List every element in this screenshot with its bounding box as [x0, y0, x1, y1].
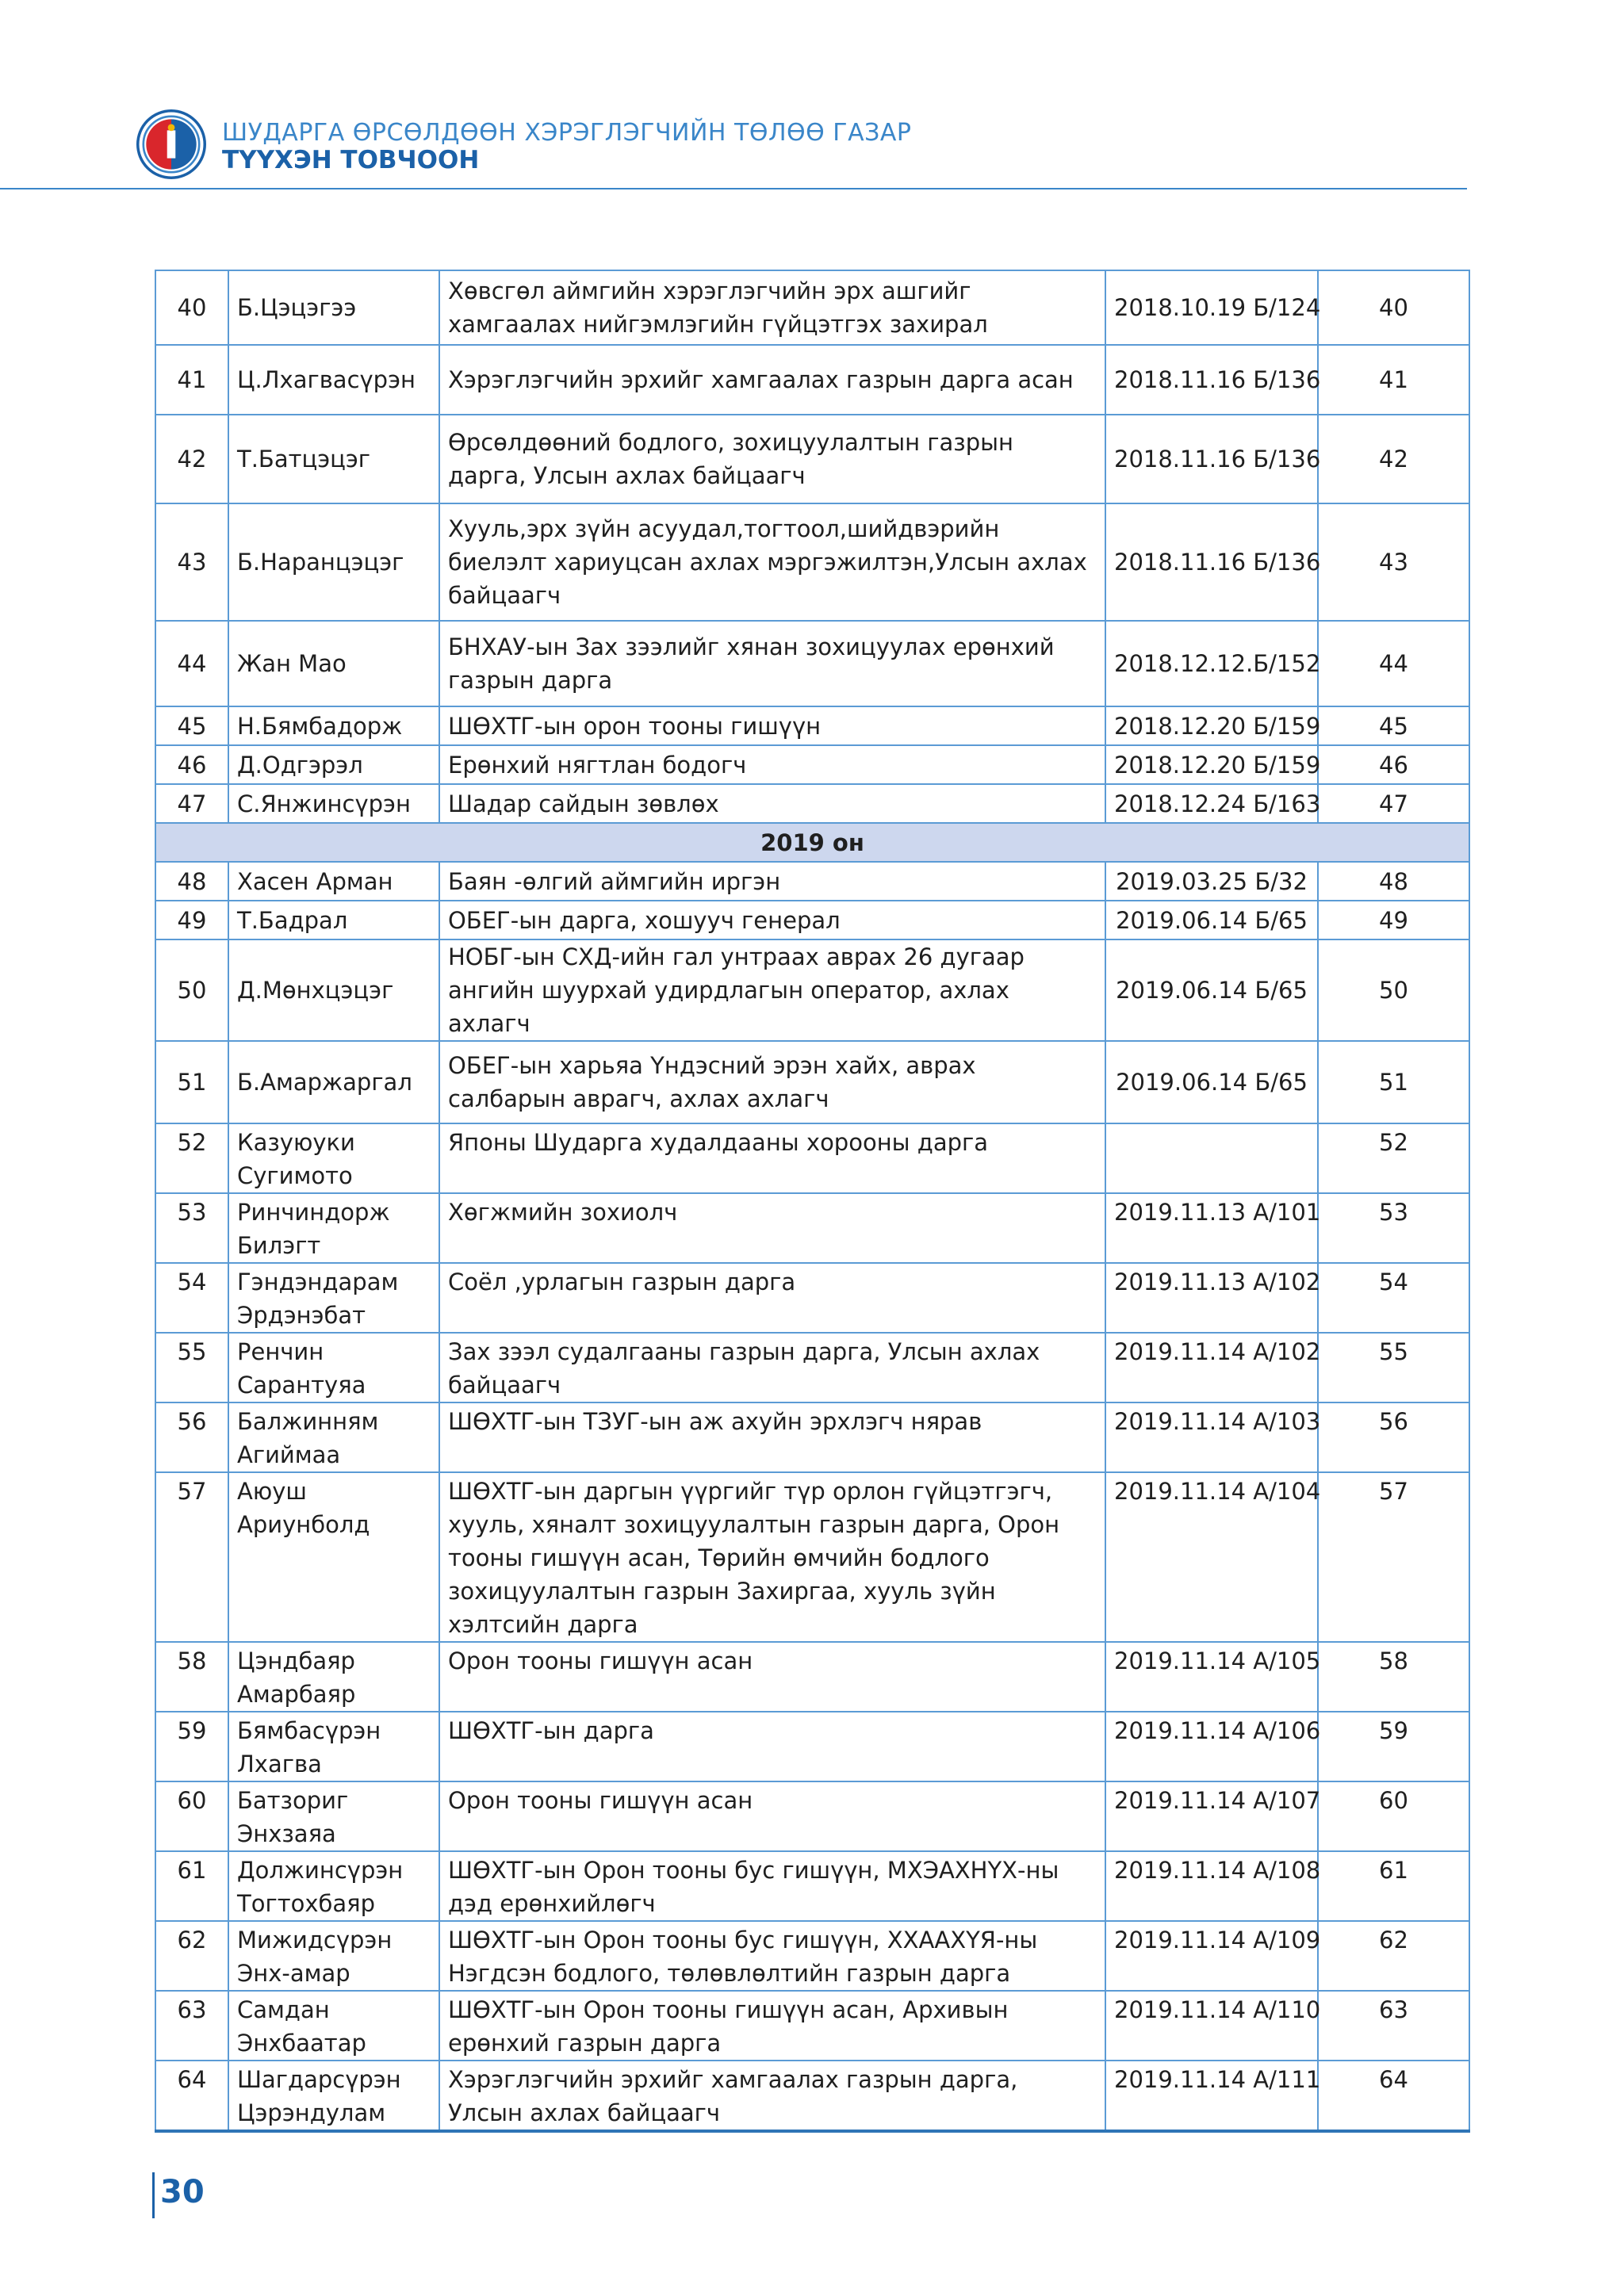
order-date: 2019.11.14 А/104	[1105, 1472, 1318, 1642]
given-name: Балжинням	[237, 1408, 379, 1435]
page-ref: 60	[1318, 1781, 1469, 1851]
family-name: Сугимото	[237, 1162, 353, 1189]
family-name: Тогтохбаяр	[237, 1890, 375, 1917]
order-date: 2018.12.24 Б/163	[1105, 784, 1318, 823]
person-name-cell	[228, 1193, 439, 1263]
given-name: Казуюуки	[237, 1129, 355, 1156]
table-row	[155, 270, 1469, 345]
position-description: Хэрэглэгчийн эрхийг хамгаалах газрын дарга асан	[439, 345, 1105, 415]
order-date: 2019.11.13 А/101	[1105, 1193, 1318, 1263]
order-date: 2019.11.14 А/105	[1105, 1642, 1318, 1712]
position-description: Орон тооны гишүүн асан	[439, 1642, 1105, 1712]
family-name: Лхагва	[237, 1751, 322, 1777]
table-row	[155, 1921, 1469, 1991]
page-ref: 52	[1318, 1123, 1469, 1193]
page-ref: 41	[1318, 345, 1469, 415]
given-name: Цэндбаяр	[237, 1647, 355, 1674]
row-number: 53	[155, 1193, 228, 1263]
order-date: 2018.11.16 Б/136	[1105, 503, 1318, 621]
person-name: Н.Бямбадорж	[228, 706, 439, 745]
table-row	[155, 2061, 1469, 2131]
order-date: 2018.12.20 Б/159	[1105, 706, 1318, 745]
person-name-cell	[228, 1642, 439, 1712]
row-number: 45	[155, 706, 228, 745]
table-row	[155, 745, 1469, 784]
family-name: Эрдэнэбат	[237, 1302, 366, 1329]
page-ref: 62	[1318, 1921, 1469, 1991]
position-description: Хууль,эрх зүйн асуудал,тогтоол,шийдвэрийн биелэлт хариуцсан ахлах мэргэжилтэн,Улсын ахлах байцаагч	[439, 503, 1105, 621]
row-number: 43	[155, 503, 228, 621]
table-row	[155, 1712, 1469, 1781]
page-ref: 55	[1318, 1333, 1469, 1402]
given-name: Ренчин	[237, 1338, 324, 1365]
year-label: 2019 он	[155, 823, 1469, 862]
person-name: Б.Наранцэцэг	[228, 503, 439, 621]
agency-emblem-icon	[136, 109, 206, 179]
person-name-cell	[228, 1472, 439, 1642]
awards-table	[155, 270, 1470, 2133]
row-number: 63	[155, 1991, 228, 2061]
page-ref: 40	[1318, 270, 1469, 345]
position-description: ШӨХТГ-ын Орон тооны бус гишүүн, МХЭАХНҮХ-ны дэд ерөнхийлөгч	[439, 1851, 1105, 1921]
table-row	[155, 1781, 1469, 1851]
person-name-cell	[228, 1991, 439, 2061]
table-row	[155, 1472, 1469, 1642]
order-date: 2019.11.14 А/110	[1105, 1991, 1318, 2061]
page-ref: 45	[1318, 706, 1469, 745]
position-description: ШӨХТГ-ын дарга	[439, 1712, 1105, 1781]
position-description: ШӨХТГ-ын орон тооны гишүүн	[439, 706, 1105, 745]
row-number: 48	[155, 862, 228, 901]
row-number: 57	[155, 1472, 228, 1642]
position-description: Хөгжмийн зохиолч	[439, 1193, 1105, 1263]
family-name: Цэрэндулам	[237, 2099, 386, 2126]
order-date: 2018.11.16 Б/136	[1105, 415, 1318, 503]
row-number: 61	[155, 1851, 228, 1921]
table-row	[155, 621, 1469, 706]
order-date: 2019.06.14 Б/65	[1105, 1041, 1318, 1123]
page-ref: 42	[1318, 415, 1469, 503]
page-ref: 61	[1318, 1851, 1469, 1921]
row-number: 62	[155, 1921, 228, 1991]
row-number: 55	[155, 1333, 228, 1402]
position-description: Баян -өлгий аймгийн иргэн	[439, 862, 1105, 901]
page-header	[0, 0, 1624, 198]
order-date: 2019.11.14 А/103	[1105, 1402, 1318, 1472]
order-date: 2018.12.12.Б/152	[1105, 621, 1318, 706]
position-description: ШӨХТГ-ын Орон тооны гишүүн асан, Архивын ерөнхий газрын дарга	[439, 1991, 1105, 2061]
row-number: 64	[155, 2061, 228, 2131]
person-name: Б.Амаржаргал	[228, 1041, 439, 1123]
person-name-cell	[228, 1921, 439, 1991]
person-name: Д.Мөнхцэцэг	[228, 939, 439, 1041]
person-name-cell	[228, 2061, 439, 2131]
position-description: Өрсөлдөөний бодлого, зохицуулалтын газрын дарга, Улсын ахлах байцаагч	[439, 415, 1105, 503]
position-description: Соёл ,урлагын газрын дарга	[439, 1263, 1105, 1333]
person-name: Д.Одгэрэл	[228, 745, 439, 784]
order-date: 2018.10.19 Б/124	[1105, 270, 1318, 345]
page-ref: 56	[1318, 1402, 1469, 1472]
family-name: Агиймаа	[237, 1441, 341, 1468]
page-ref: 63	[1318, 1991, 1469, 2061]
given-name: Самдан	[237, 1996, 330, 2023]
row-number: 59	[155, 1712, 228, 1781]
person-name-cell	[228, 1781, 439, 1851]
row-number: 50	[155, 939, 228, 1041]
given-name: Шагдарсүрэн	[237, 2066, 401, 2093]
person-name-cell	[228, 1851, 439, 1921]
page-ref: 46	[1318, 745, 1469, 784]
order-date: 2019.06.14 Б/65	[1105, 939, 1318, 1041]
page-number: 30	[160, 2174, 205, 2210]
order-date: 2019.11.14 А/109	[1105, 1921, 1318, 1991]
family-name: Энх-амар	[237, 1960, 350, 1987]
position-description: БНХАУ-ын Зах зээлийг хянан зохицуулах ерөнхий газрын дарга	[439, 621, 1105, 706]
position-description: Зах зээл судалгааны газрын дарга, Улсын ахлах байцаагч	[439, 1333, 1105, 1402]
table-row	[155, 939, 1469, 1041]
table-row	[155, 1193, 1469, 1263]
table-row	[155, 1123, 1469, 1193]
given-name: Аюуш	[237, 1478, 307, 1505]
page-ref: 43	[1318, 503, 1469, 621]
table-row	[155, 1851, 1469, 1921]
person-name: Т.Батцэцэг	[228, 415, 439, 503]
page-ref: 64	[1318, 2061, 1469, 2131]
position-description: Хэрэглэгчийн эрхийг хамгаалах газрын дарга, Улсын ахлах байцаагч	[439, 2061, 1105, 2131]
row-number: 54	[155, 1263, 228, 1333]
position-description: НОБГ-ын СХД-ийн гал унтраах аврах 26 дугаар ангийн шуурхай удирдлагын оператор, ахлах ахлагч	[439, 939, 1105, 1041]
position-description: ШӨХТГ-ын даргын үүргийг түр орлон гүйцэтгэгч, хууль, хяналт зохицуулалтын газрын дарга, Орон тооны гишүүн асан, Төрийн өмчийн бодлого зохицуулалтын газрын Захиргаа, хууль зүйн хэлтсийн дарга	[439, 1472, 1105, 1642]
position-description: Ерөнхий нягтлан бодогч	[439, 745, 1105, 784]
position-description: ОБЕГ-ын дарга, хошууч генерал	[439, 901, 1105, 939]
table-row	[155, 706, 1469, 745]
row-number: 49	[155, 901, 228, 939]
position-description: ОБЕГ-ын харьяа Үндэсний эрэн хайх, аврах салбарын аврагч, ахлах ахлагч	[439, 1041, 1105, 1123]
given-name: Мижидсүрэн	[237, 1927, 393, 1954]
table-row	[155, 862, 1469, 901]
order-date: 2018.12.20 Б/159	[1105, 745, 1318, 784]
organization-name: ШУДАРГА ӨРСӨЛДӨӨН ХЭРЭГЛЭГЧИЙН ТӨЛӨӨ ГАЗАР	[222, 119, 912, 147]
position-description: Орон тооны гишүүн асан	[439, 1781, 1105, 1851]
order-date: 2019.11.14 А/108	[1105, 1851, 1318, 1921]
order-date: 2019.11.14 А/107	[1105, 1781, 1318, 1851]
row-number: 40	[155, 270, 228, 345]
document-subtitle: ТҮҮХЭН ТОВЧООН	[222, 146, 480, 174]
person-name: Жан Мао	[228, 621, 439, 706]
page-ref: 49	[1318, 901, 1469, 939]
page-ref: 53	[1318, 1193, 1469, 1263]
order-date: 2019.11.13 А/102	[1105, 1263, 1318, 1333]
person-name-cell	[228, 1123, 439, 1193]
order-date: 2019.06.14 Б/65	[1105, 901, 1318, 939]
row-number: 41	[155, 345, 228, 415]
person-name: С.Янжинсүрэн	[228, 784, 439, 823]
position-description: Шадар сайдын зөвлөх	[439, 784, 1105, 823]
family-name: Ариунболд	[237, 1511, 370, 1538]
position-description: ШӨХТГ-ын ТЗУГ-ын аж ахуйн эрхлэгч нярав	[439, 1402, 1105, 1472]
position-description: Японы Шударга худалдааны хорооны дарга	[439, 1123, 1105, 1193]
table-row	[155, 415, 1469, 503]
page-ref: 47	[1318, 784, 1469, 823]
row-number: 51	[155, 1041, 228, 1123]
person-name-cell	[228, 1402, 439, 1472]
table-row	[155, 503, 1469, 621]
person-name-cell	[228, 1333, 439, 1402]
given-name: Батзориг	[237, 1787, 349, 1814]
year-section-header	[155, 823, 1469, 862]
order-date: 2019.11.14 А/102	[1105, 1333, 1318, 1402]
order-date	[1105, 1123, 1318, 1193]
page-number-bar	[152, 2172, 155, 2218]
person-name-cell	[228, 1263, 439, 1333]
table-row	[155, 1991, 1469, 2061]
table-row	[155, 1402, 1469, 1472]
family-name: Энхбаатар	[237, 2030, 366, 2057]
person-name: Б.Цэцэгээ	[228, 270, 439, 345]
family-name: Сарантуяа	[237, 1372, 366, 1399]
person-name: Т.Бадрал	[228, 901, 439, 939]
given-name: Гэндэндарам	[237, 1269, 399, 1295]
page-ref: 44	[1318, 621, 1469, 706]
table-row	[155, 345, 1469, 415]
table-row	[155, 1333, 1469, 1402]
row-number: 52	[155, 1123, 228, 1193]
order-date: 2018.11.16 Б/136	[1105, 345, 1318, 415]
page-ref: 50	[1318, 939, 1469, 1041]
person-name-cell	[228, 1712, 439, 1781]
table-row	[155, 1642, 1469, 1712]
order-date: 2019.11.14 А/111	[1105, 2061, 1318, 2131]
row-number: 60	[155, 1781, 228, 1851]
given-name: Ринчиндорж	[237, 1199, 390, 1226]
page-ref: 58	[1318, 1642, 1469, 1712]
table-row	[155, 1263, 1469, 1333]
row-number: 56	[155, 1402, 228, 1472]
order-date: 2019.03.25 Б/32	[1105, 862, 1318, 901]
table-row	[155, 901, 1469, 939]
family-name: Энхзаяа	[237, 1820, 336, 1847]
header-divider	[0, 188, 1467, 189]
row-number: 58	[155, 1642, 228, 1712]
row-number: 44	[155, 621, 228, 706]
row-number: 46	[155, 745, 228, 784]
table-row	[155, 1041, 1469, 1123]
given-name: Бямбасүрэн	[237, 1717, 381, 1744]
given-name: Должинсүрэн	[237, 1857, 404, 1884]
page-ref: 59	[1318, 1712, 1469, 1781]
page-ref: 57	[1318, 1472, 1469, 1642]
table-row	[155, 784, 1469, 823]
family-name: Билэгт	[237, 1232, 321, 1259]
page-ref: 54	[1318, 1263, 1469, 1333]
position-description: ШӨХТГ-ын Орон тооны бус гишүүн, ХХААХҮЯ-ны Нэгдсэн бодлого, төлөвлөлтийн газрын дарга	[439, 1921, 1105, 1991]
family-name: Амарбаяр	[237, 1681, 356, 1708]
order-date: 2019.11.14 А/106	[1105, 1712, 1318, 1781]
person-name: Ц.Лхагвасүрэн	[228, 345, 439, 415]
position-description: Хөвсгөл аймгийн хэрэглэгчийн эрх ашгийг хамгаалах нийгэмлэгийн гүйцэтгэх захирал	[439, 270, 1105, 345]
row-number: 47	[155, 784, 228, 823]
page-ref: 48	[1318, 862, 1469, 901]
person-name: Хасен Арман	[228, 862, 439, 901]
page-ref: 51	[1318, 1041, 1469, 1123]
row-number: 42	[155, 415, 228, 503]
